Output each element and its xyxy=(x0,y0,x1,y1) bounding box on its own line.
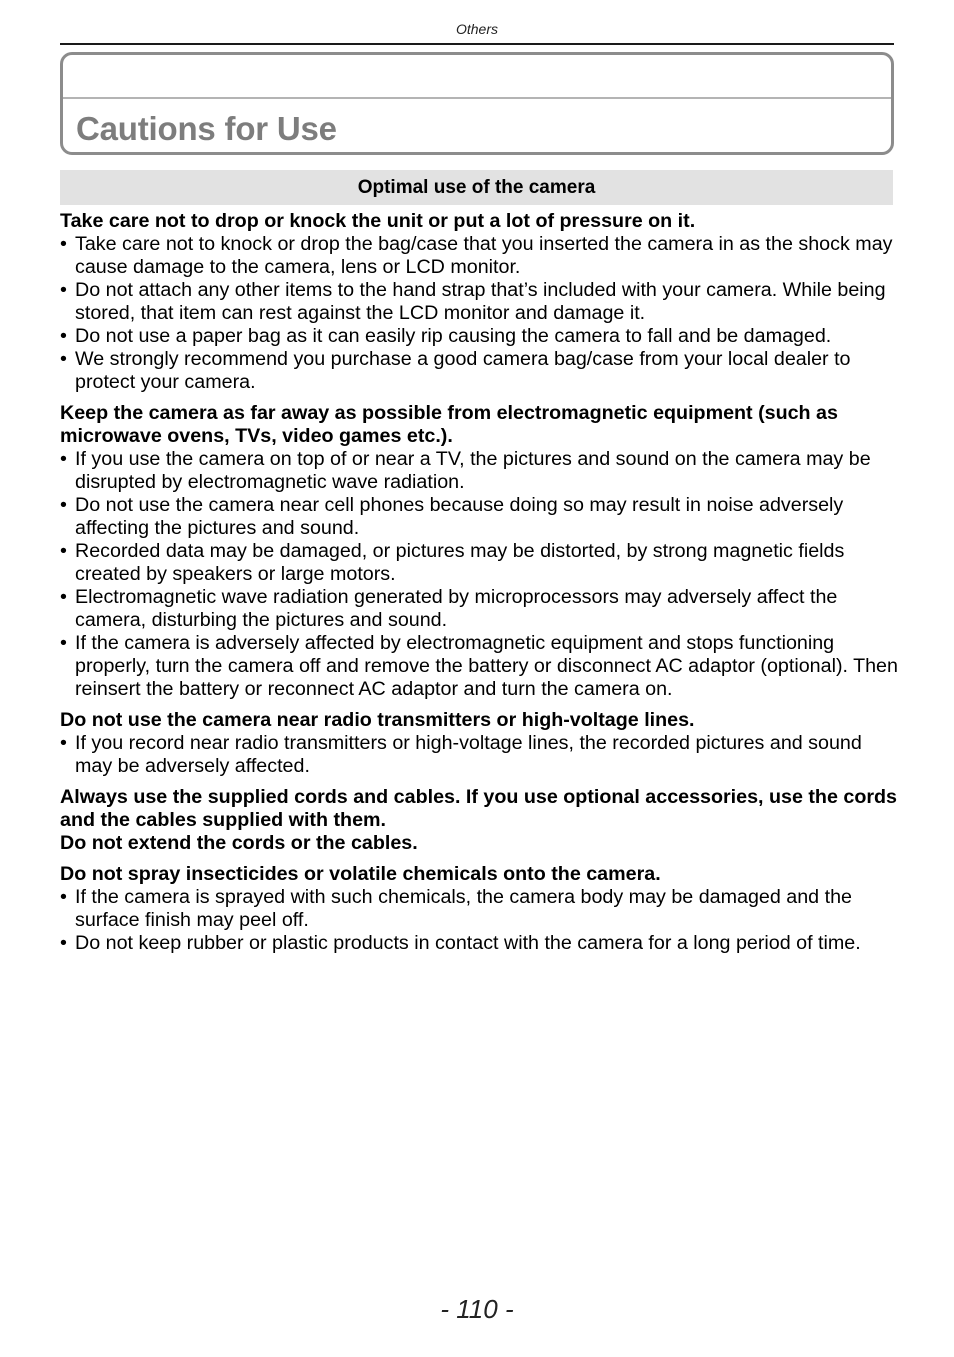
page-title: Cautions for Use xyxy=(76,110,337,147)
caution-heading: Keep the camera as far away as possible from electromagnetic equipment (such as microwave ovens, TVs, video games etc.). xyxy=(60,402,838,447)
bullet-item: • Do not attach any other items to the hand strap that’s included with your camera. While being stored, that item can rest against the LCD monitor and damage it. xyxy=(60,279,900,325)
bullet-item: • If you use the camera on top of or near a TV, the pictures and sound on the camera may be disrupted by electromagnetic wave radiation. xyxy=(60,448,900,494)
running-header: Others xyxy=(455,21,498,37)
caution-block xyxy=(60,709,900,778)
bullet-item: • If the camera is sprayed with such chemicals, the camera body may be damaged and the surface finish may peel off. xyxy=(60,886,900,932)
content-body xyxy=(60,210,900,955)
caution-heading: Do not spray insecticides or volatile chemicals onto the camera. xyxy=(60,863,661,885)
caution-block xyxy=(60,210,900,394)
bullet-list xyxy=(60,886,900,955)
caution-heading: Take care not to drop or knock the unit or put a lot of pressure on it. xyxy=(60,210,696,232)
bullet-item: • Do not keep rubber or plastic products in contact with the camera for a long period of time. xyxy=(60,932,900,955)
bullet-item: • If you record near radio transmitters or high-voltage lines, the recorded pictures and sound may be adversely affected. xyxy=(60,732,900,778)
bullet-item: • We strongly recommend you purchase a good camera bag/case from your local dealer to protect your camera. xyxy=(60,348,900,394)
caution-subheading: Do not extend the cords or the cables. xyxy=(60,832,418,854)
bullet-item: • Recorded data may be damaged, or pictures may be distorted, by strong magnetic fields created by speakers or large motors. xyxy=(60,540,900,586)
section-heading: Optimal use of the camera xyxy=(60,170,893,205)
bullet-list xyxy=(60,233,900,394)
header-rule xyxy=(60,43,894,45)
page-number: - 110 - xyxy=(440,1294,514,1324)
caution-heading: Do not use the camera near radio transmitters or high-voltage lines. xyxy=(60,709,695,731)
bullet-item: • Do not use a paper bag as it can easily rip causing the camera to fall and be damaged. xyxy=(60,325,900,348)
bullet-item: • Do not use the camera near cell phones because doing so may result in noise adversely affecting the pictures and sound. xyxy=(60,494,900,540)
caution-block xyxy=(60,402,900,701)
bullet-list xyxy=(60,448,900,701)
caution-block xyxy=(60,786,900,855)
bullet-item: • Electromagnetic wave radiation generated by microprocessors may adversely affect the camera, disturbing the pictures and sound. xyxy=(60,586,900,632)
bullet-list xyxy=(60,732,900,778)
bullet-item: • If the camera is adversely affected by electromagnetic equipment and stops functioning properly, turn the camera off and remove the battery or disconnect AC adaptor (optional). Then reinsert the battery or reconnect AC adaptor and turn the camera on. xyxy=(60,632,900,701)
caution-heading: Always use the supplied cords and cables. If you use optional accessories, use the cords and the cables supplied with them. xyxy=(60,786,897,831)
bullet-item: • Take care not to knock or drop the bag/case that you inserted the camera in as the shock may cause damage to the camera, lens or LCD monitor. xyxy=(60,233,900,279)
caution-block xyxy=(60,863,900,955)
title-divider xyxy=(63,97,891,99)
title-box xyxy=(60,52,894,155)
